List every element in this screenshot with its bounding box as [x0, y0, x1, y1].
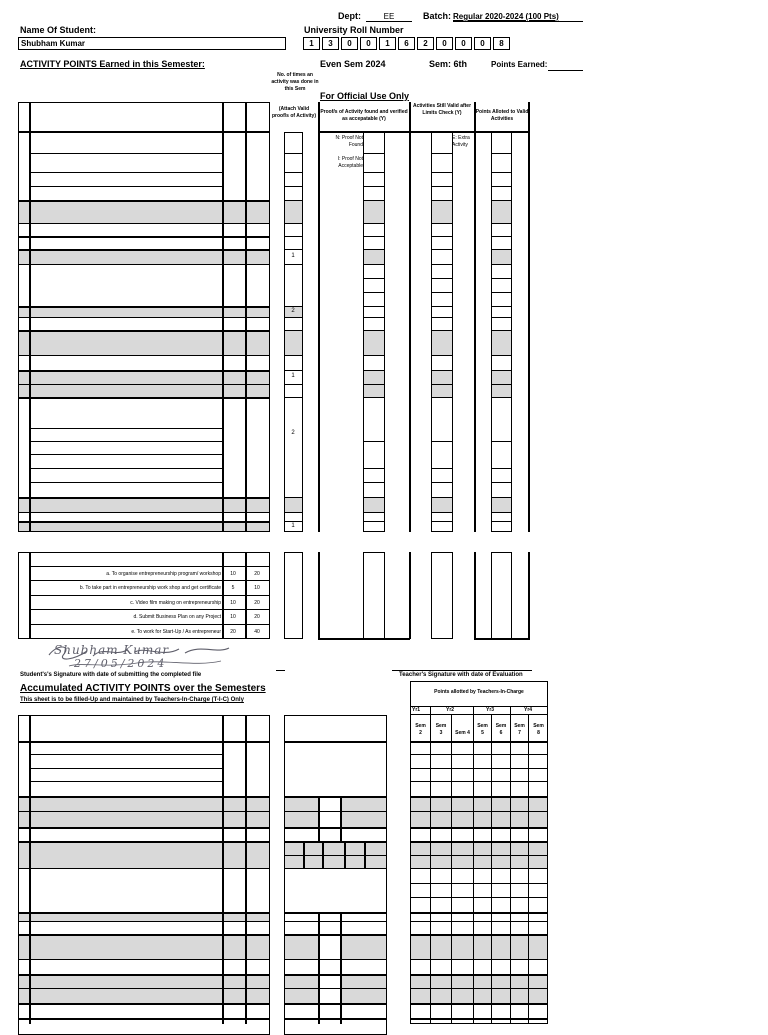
activity-max: 20 — [254, 571, 260, 577]
activity-label: e. To work for Start-Up / As entrepreneur — [131, 629, 221, 635]
roll-digit: 1 — [303, 37, 320, 50]
legend-proof-not-found: N: Proof Not Found — [335, 135, 363, 148]
activity-count[interactable]: 1 — [291, 253, 295, 259]
sem-header: Sem 7 — [514, 723, 525, 736]
session-label: Even Sem 2024 — [320, 59, 386, 69]
student-name-field[interactable]: Shubham Kumar — [18, 37, 286, 50]
sem-header: Sem 8 — [533, 723, 544, 736]
times-done-heading: No. of times an activity was done in this Sem — [271, 72, 319, 92]
activity-points: 5 — [231, 585, 235, 591]
proof-verified-heading: Proof/s of Activity found and verified as accepatable (Y) — [320, 109, 408, 122]
activity-count[interactable]: 2 — [291, 308, 295, 314]
teacher-signature-line[interactable] — [392, 670, 532, 671]
roll-digit: 8 — [493, 37, 510, 50]
name-label: Name Of Student: — [20, 25, 97, 35]
activity-points: 10 — [230, 614, 236, 620]
sem-header: Sem 2 — [415, 723, 426, 736]
signature-date-script: 27/05/2024 — [74, 657, 168, 670]
student-signature-label: Student's's Signature with date of submitting the completed file — [20, 672, 202, 678]
activity-max: 10 — [254, 585, 260, 591]
activity-label: d. Submit Business Plan on any Project — [133, 614, 221, 620]
semester-label: Sem: 6th — [429, 59, 468, 69]
sem-header: Sem 5 — [477, 723, 488, 736]
roll-digit: 0 — [455, 37, 472, 50]
year-label: Yr1 — [412, 707, 421, 713]
roll-digit: 2 — [417, 37, 434, 50]
activity-label: c. Video film making on entrepreneurship — [130, 600, 221, 606]
roll-digit: 0 — [341, 37, 358, 50]
legend-extra-activity: E: Extra Activity — [452, 135, 470, 148]
sem-header: Sem 6 — [495, 723, 507, 736]
roll-digit: 3 — [322, 37, 339, 50]
activity-points-title: ACTIVITY POINTS Earned in this Semester: — [20, 59, 205, 69]
allotted-heading: Points allotted by Teachers-In-Charge — [434, 689, 524, 695]
roll-digit: 0 — [360, 37, 377, 50]
activity-points: 10 — [230, 571, 236, 577]
dept-label: Dept: — [338, 11, 361, 21]
still-valid-heading: Activities Still Valid after Limits Check (Y) — [412, 103, 472, 116]
legend-proof-not-acceptable: I: Proof Not Acceptable — [337, 156, 363, 169]
batch-label: Batch: — [423, 11, 452, 21]
roll-digit: 1 — [379, 37, 396, 50]
year-label: Yr2 — [446, 707, 455, 713]
accumulated-title: Accumulated ACTIVITY POINTS over the Semesters — [20, 683, 266, 694]
activity-points: 20 — [230, 629, 236, 635]
roll-digit: 0 — [436, 37, 453, 50]
teacher-signature-label: Teacher's Signature with date of Evaluation — [399, 672, 523, 678]
sem-header: Sem 3 — [435, 723, 447, 736]
points-earned-field[interactable] — [548, 70, 583, 71]
activity-max: 20 — [254, 600, 260, 606]
points-alloted-heading: Points Alloted to Valid Activities — [475, 109, 529, 122]
roll-digit: 6 — [398, 37, 415, 50]
activity-count[interactable]: 2 — [291, 430, 295, 436]
sem-header: Sem 4 — [455, 730, 470, 736]
accumulated-subtitle: This sheet is to be filled-Up and maintained by Teachers-In-Charge (T-I-C) Only — [20, 697, 244, 703]
batch-value: Regular 2020-2024 (100 Pts) — [453, 12, 583, 22]
official-use-heading: For Official Use Only — [320, 91, 410, 101]
attach-proof-heading: (Attach Valid proof/s of Activity) — [272, 106, 316, 119]
roll-label: University Roll Number — [304, 25, 404, 35]
signature-name-script: Shubham Kumar — [54, 643, 170, 657]
activity-count[interactable]: 1 — [291, 373, 295, 379]
activity-label: a. To organise entrepreneurship program/ workshop — [106, 571, 221, 577]
dept-value: EE — [366, 12, 412, 22]
points-earned-label: Points Earned: — [491, 60, 548, 69]
activity-points: 10 — [230, 600, 236, 606]
activity-max: 40 — [254, 629, 260, 635]
activity-label: b. To take part in entrepreneurship work shop and get certificate — [79, 585, 221, 591]
year-label: Yr4 — [524, 707, 533, 713]
year-label: Yr3 — [486, 707, 495, 713]
roll-digit: 0 — [474, 37, 491, 50]
activity-max: 20 — [254, 614, 260, 620]
activity-count[interactable]: 1 — [291, 523, 295, 529]
